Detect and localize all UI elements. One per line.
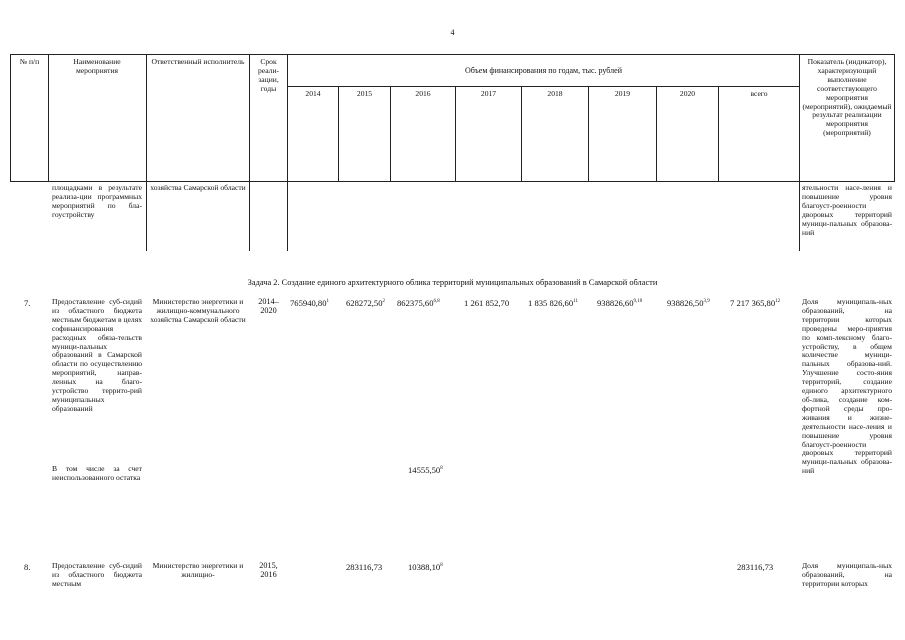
- continuation-executor: хозяйства Самарской области: [150, 183, 246, 192]
- header-year: 2015: [356, 89, 373, 98]
- header-year: 2019: [614, 89, 631, 98]
- header-col-number: № п/п: [19, 57, 40, 66]
- row-executor: Министерство энергетики и жилищно-: [152, 561, 244, 579]
- row-subnote: В том числе за счет неиспользованного остатка: [52, 464, 142, 482]
- row-term: 2014– 2020: [258, 297, 279, 315]
- row-value-2016: 862375,60$^{6,8}$: [397, 298, 440, 308]
- header-year: 2016: [415, 89, 431, 98]
- header-col-indicator: Показатель (индикатор), характеризующий выполнение соответствующего мероприятия (мероприятий), ожидаемый результат реализации мероприятия (мероприятий): [802, 57, 892, 138]
- row-number: 7.: [24, 298, 31, 308]
- header-col-executor: Ответственный исполнитель: [151, 57, 245, 66]
- row-indicator: Доля муниципаль-ных образований, на территории которых проведены меро-приятия по комп-лексному благо-устройству, в общем количестве муници-пальных образова-ний. Улучшение состо-яния территорий, создание единого архитектурного об-лика, создание ком-фортной среды про-живания и жизне-деятельности насе-ления и повышение уровня благоуст-роенности дворовых территорий муници-пальных образова-ний: [802, 297, 892, 476]
- header-year: 2018: [547, 89, 563, 98]
- row-name: Предоставление суб-сидий из областного бюджета местным бюджетам в целях софинансирования расходных обяза-тельств муници-пальных образований в Самарской области по осуществлению мероприятий, направ-ленных на благо-устройство террито-рий муниципальных образований: [52, 297, 142, 413]
- row-name: Предоставление суб-сидий из областного бюджета местным: [52, 561, 142, 588]
- header-year-total: всего: [750, 89, 768, 98]
- row-value-2015: 628272,50$^2$: [346, 298, 386, 308]
- header-year: 2020: [679, 89, 696, 98]
- row-value-2019: 938826,60$^{9,10}$: [597, 298, 643, 308]
- task-heading: Задача 2. Создание единого архитектурного облика территорий муниципальных образований в Самарской области: [247, 278, 658, 287]
- row-indicator: Доля муниципаль-ных образований, на территории которых: [802, 561, 892, 588]
- continuation-indicator: ятельности насе-ления и повышение уровня благоуст-роенности дворовых территорий муници-пальных образова-ний: [802, 183, 892, 237]
- header-year: 2017: [480, 89, 497, 98]
- header-col-term: Срок реали- зации, годы: [257, 57, 280, 93]
- header-year: 2014: [305, 89, 321, 98]
- row-number: 8.: [24, 562, 31, 572]
- row-term: 2015, 2016: [259, 561, 278, 579]
- continuation-name: площадками в результате реализа-ции программных мероприятий по бла-гоустройству: [52, 183, 142, 219]
- header-col-name: Наименование мероприятия: [73, 57, 121, 75]
- row-subvalue-2016: 14555,50$^8$: [408, 465, 443, 475]
- row-executor: Министерство энергетики и жилищно-коммунального хозяйства Самарской области: [150, 297, 246, 324]
- row-value-2020: 938826,50$^{3,9}$: [667, 298, 710, 308]
- row-value-2017: 1 261 852,70: [464, 298, 510, 308]
- row-value-2014: 765940,80$^1$: [290, 298, 330, 308]
- row-value-2016: 10388,10$^8$: [408, 562, 443, 572]
- header-col-finance: Объем финансирования по годам, тыс. рублей: [465, 66, 622, 75]
- row-value-total: 283116,73: [737, 562, 774, 572]
- page-number: 4: [450, 28, 455, 37]
- row-value-total: 7 217 365,80$^{12}$: [730, 298, 781, 308]
- row-value-2018: 1 835 826,60$^{11}$: [528, 298, 578, 308]
- row-value-2015: 283116,73: [346, 562, 383, 572]
